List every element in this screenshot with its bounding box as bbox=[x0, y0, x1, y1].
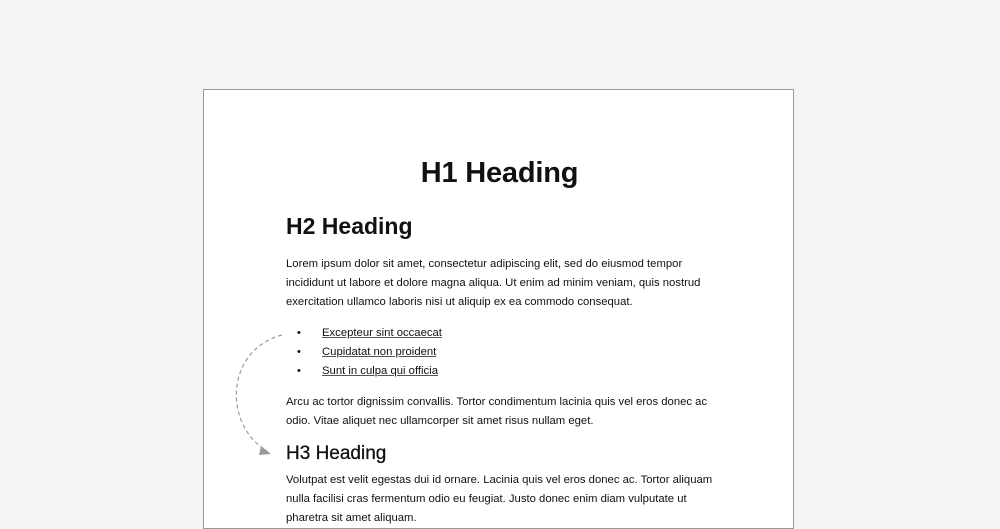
h2-heading: H2 Heading bbox=[286, 213, 413, 239]
dashed-curved-arrow-icon bbox=[225, 325, 285, 465]
paragraph-1: Lorem ipsum dolor sit amet, consectetur adipiscing elit, sed do eiusmod tempor incididunt ut labore et dolore magna aliqua. Ut enim ad minim veniam, quis nostrud exercitation ullamco laboris nisi ut aliquip ex ea commodo consequat. bbox=[286, 258, 701, 308]
bullet-icon: • bbox=[297, 365, 301, 377]
h1-heading: H1 Heading bbox=[420, 157, 579, 189]
paragraph-2: Arcu ac tortor dignissim convallis. Tortor condimentum lacinia quis vel eros donec ac odio. Vitae aliquet nec ullamcorper sit amet risus nullam eget. bbox=[286, 396, 708, 427]
list-link-cupidatat[interactable]: Cupidatat non proident bbox=[322, 346, 437, 358]
bullet-icon: • bbox=[297, 327, 301, 339]
paragraph-3: Volutpat est velit egestas dui id ornare. Lacinia quis vel eros donec ac. Tortor aliquam nulla facilisi cras fermentum odio eu feugiat. Justo donec enim diam vulputate ut pharetra sit amet aliquam. bbox=[286, 474, 713, 524]
h3-heading: H3 Heading bbox=[286, 443, 387, 464]
bullet-icon: • bbox=[297, 346, 301, 358]
list-link-sunt[interactable]: Sunt in culpa qui officia bbox=[322, 365, 438, 377]
list-item bbox=[297, 362, 442, 381]
list-link-excepteur[interactable]: Excepteur sint occaecat bbox=[322, 327, 442, 339]
document-page bbox=[203, 89, 794, 529]
list-item bbox=[297, 343, 442, 362]
bullet-list bbox=[297, 324, 442, 381]
list-item bbox=[297, 324, 442, 343]
